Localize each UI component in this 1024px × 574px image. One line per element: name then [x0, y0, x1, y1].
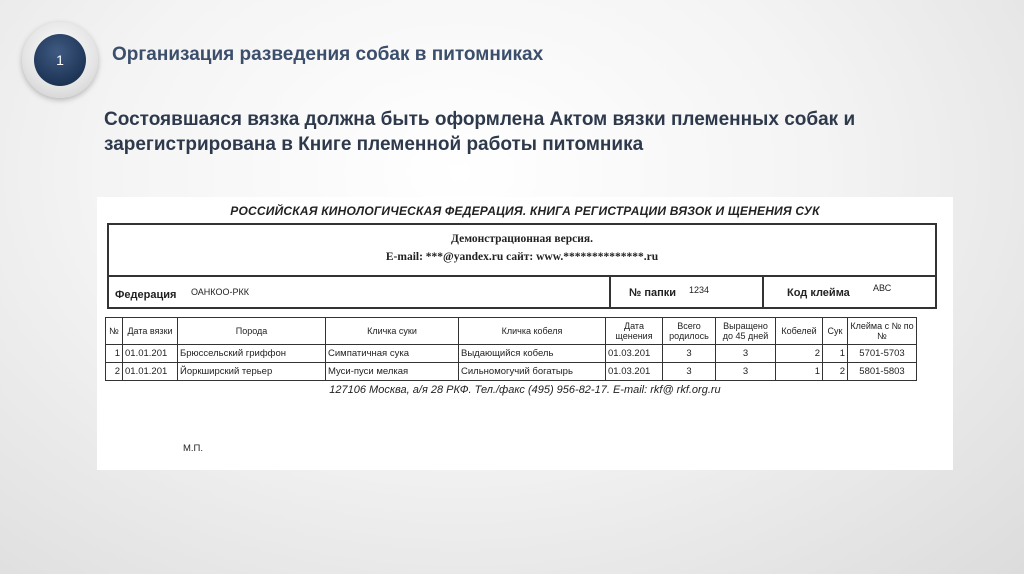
- column-header: Выращено до 45 дней: [716, 318, 776, 345]
- table-cell: 2: [106, 363, 123, 381]
- table-cell: 01.03.201: [606, 345, 663, 363]
- column-header: Сук: [823, 318, 848, 345]
- table-cell: 01.01.201: [123, 345, 178, 363]
- brand-code-value: АВС: [873, 283, 892, 293]
- header-divider-1: [609, 275, 611, 307]
- table-cell: Сильномогучий богатырь: [459, 363, 606, 381]
- table-cell: 5801-5803: [848, 363, 917, 381]
- column-header: Дата вязки: [123, 318, 178, 345]
- stamp-label: М.П.: [183, 443, 204, 454]
- brand-code-label: Код клейма: [787, 287, 850, 299]
- federation-label: Федерация: [115, 289, 177, 301]
- federation-value: ОАНКОО-РКК: [191, 287, 249, 297]
- table-cell: 3: [716, 363, 776, 381]
- table-cell: Симпатичная сука: [326, 345, 459, 363]
- table-row: [106, 363, 917, 381]
- column-header: №: [106, 318, 123, 345]
- table-cell: Муси-пуси мелкая: [326, 363, 459, 381]
- column-header: Всего родилось: [663, 318, 716, 345]
- table-cell: 5701-5703: [848, 345, 917, 363]
- registration-table: [105, 317, 917, 381]
- table-cell: 1: [776, 363, 823, 381]
- slide-text: Состоявшаяся вязка должна быть оформлена Актом вязки племенных собак и зарегистрирована в Книге племенной работы питомника: [104, 109, 856, 155]
- column-header: Кличка кобеля: [459, 318, 606, 345]
- table-cell: 3: [663, 363, 716, 381]
- registration-document: [97, 197, 953, 470]
- demo-version-text: Демонстрационная версия.: [451, 233, 593, 245]
- slide-number-badge: [34, 34, 86, 86]
- table-cell: 01.03.201: [606, 363, 663, 381]
- table-cell: 1: [106, 345, 123, 363]
- table-row: [106, 345, 917, 363]
- table-cell: Выдающийся кобель: [459, 345, 606, 363]
- document-title: РОССИЙСКАЯ КИНОЛОГИЧЕСКАЯ ФЕДЕРАЦИЯ. КНИГА РЕГИСТРАЦИИ ВЯЗОК И ЩЕНЕНИЯ СУК: [230, 204, 820, 218]
- document-header-box: [107, 223, 937, 309]
- table-cell: 3: [663, 345, 716, 363]
- header-divider: [109, 275, 935, 277]
- column-header: Кличка суки: [326, 318, 459, 345]
- column-header: Порода: [178, 318, 326, 345]
- table-cell: 2: [823, 363, 848, 381]
- column-header: Кобелей: [776, 318, 823, 345]
- table-cell: 1: [823, 345, 848, 363]
- contact-line: E-mail: ***@yandex.ru сайт: www.**************.ru: [385, 251, 659, 263]
- table-cell: 01.01.201: [123, 363, 178, 381]
- folder-label: № папки: [629, 287, 676, 299]
- column-header: Дата щенения: [606, 318, 663, 345]
- slide-number: 1: [56, 52, 64, 68]
- table-header-row: [106, 318, 917, 345]
- column-header: Клейма с № по №: [848, 318, 917, 345]
- slide-title: Организация разведения собак в питомниках: [112, 44, 544, 65]
- document-footer: 127106 Москва, а/я 28 РКФ. Тел./факс (495) 956-82-17. E-mail: rkf@ rkf.org.ru: [329, 384, 721, 396]
- table-cell: Брюссельский гриффон: [178, 345, 326, 363]
- header-divider-2: [762, 275, 764, 307]
- table-cell: 2: [776, 345, 823, 363]
- folder-value: 1234: [689, 285, 710, 295]
- table-cell: 3: [716, 345, 776, 363]
- table-cell: Йоркширский терьер: [178, 363, 326, 381]
